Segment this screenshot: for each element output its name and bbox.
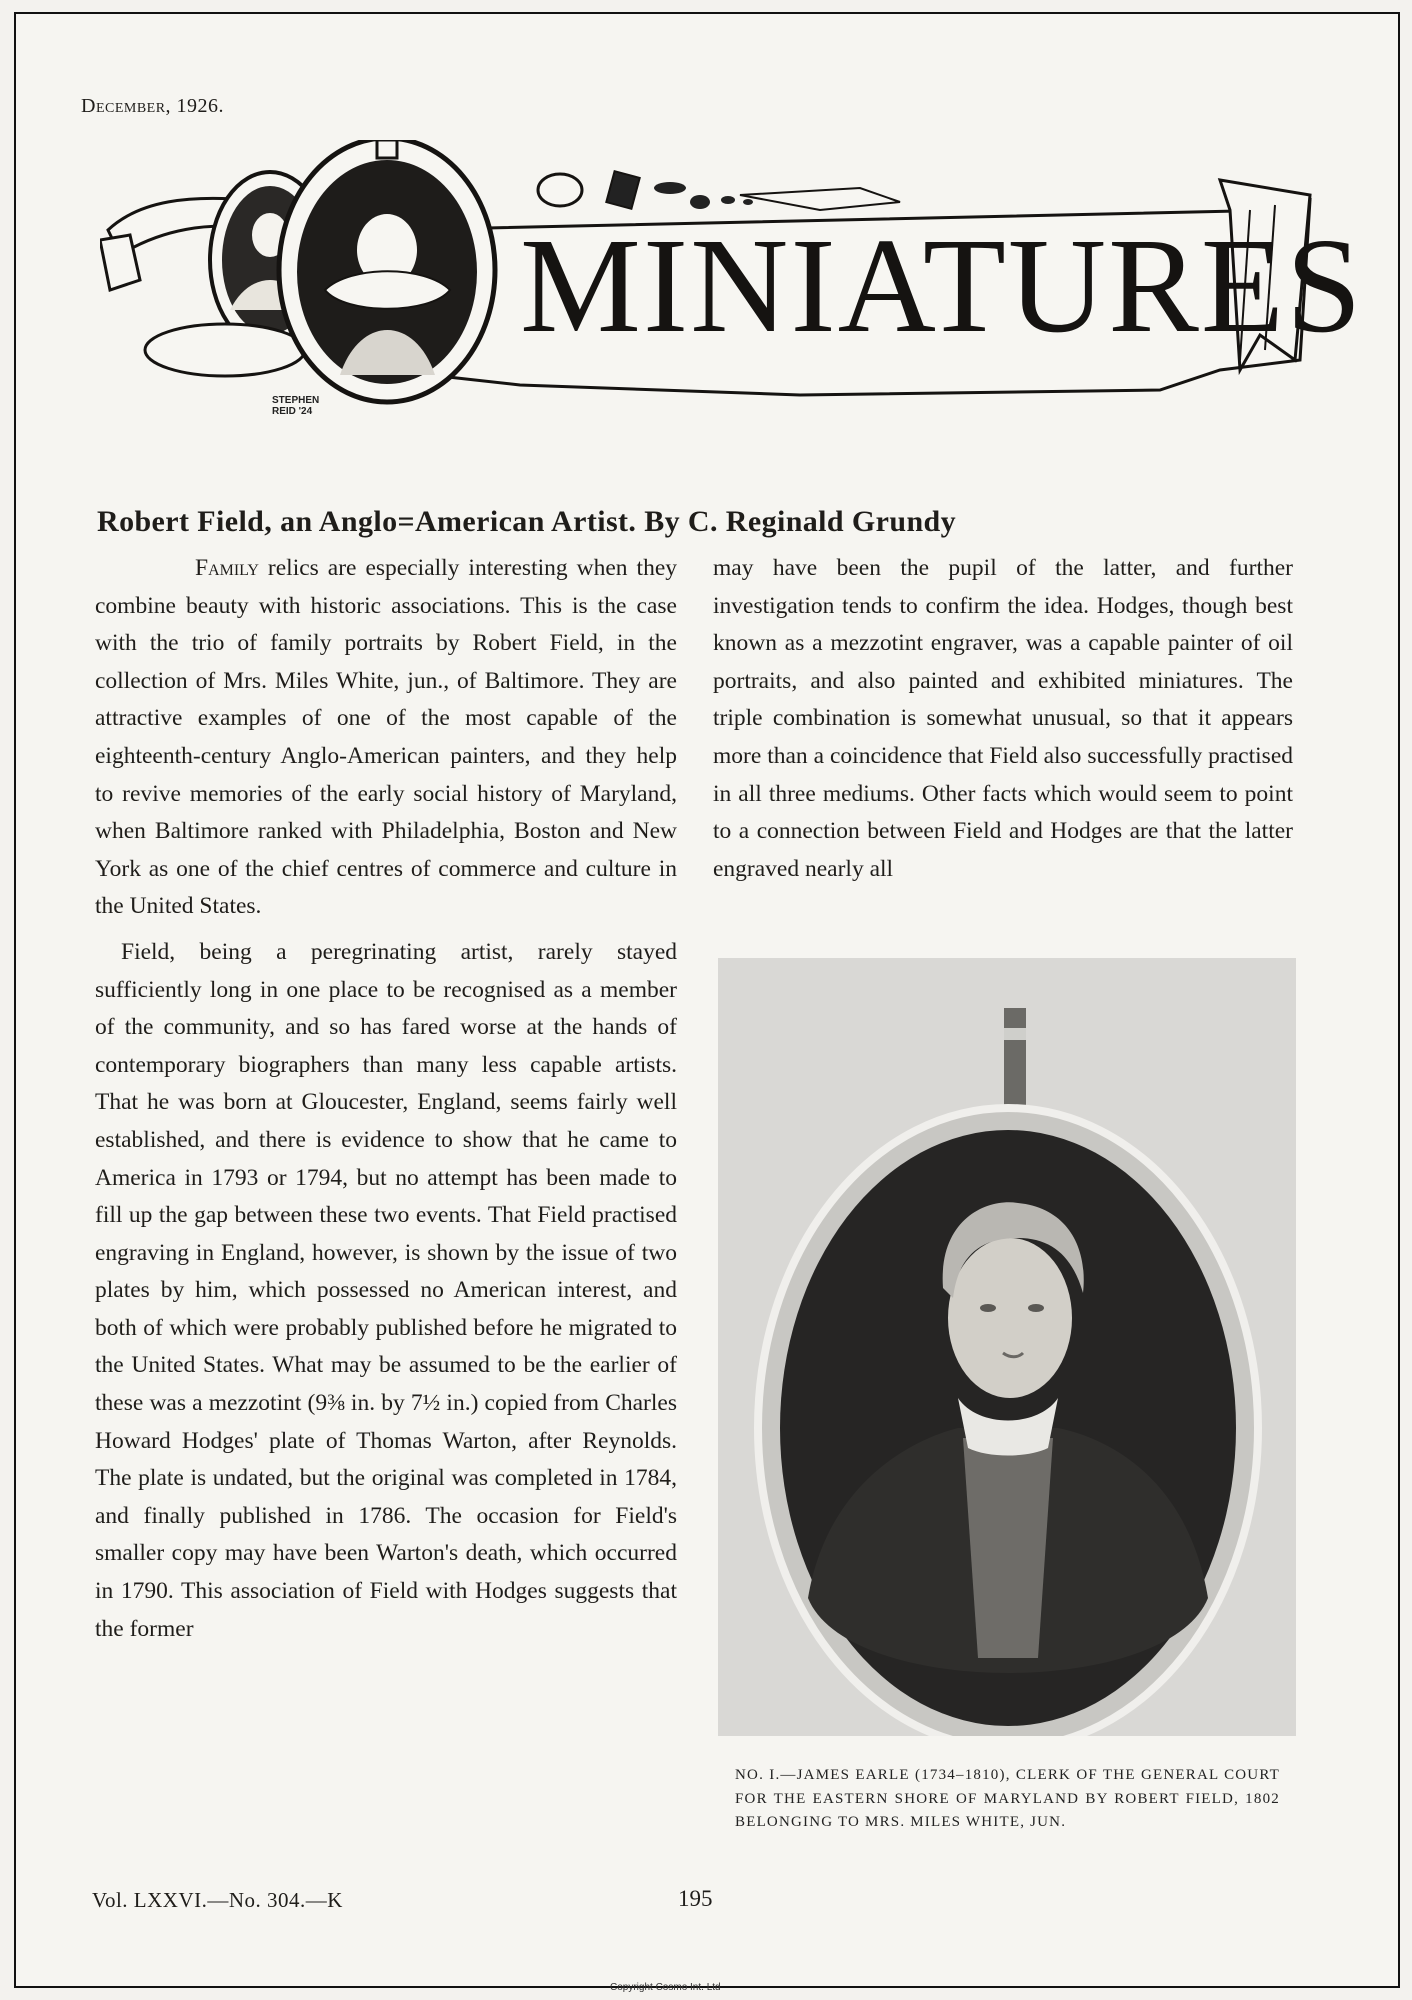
issue-date: December, 1926. (81, 95, 225, 117)
paragraph-2: Field, being a peregrinating artist, rarely stayed sufficiently long in one place to be recognised as a member of the community, and so has fared worse at the hands of contemporary biographers than many less capable artists. That he was born at Gloucester, England, seems fairly well established, and there is evidence to show that he came to America in 1793 or 1794, but no attempt has been made to fill up the gap between these two events. That Field practised engraving in England, however, is shown by the issue of two plates by him, which possessed no American interest, and both of which were probably published before he migrated to the United States. What may be assumed to be the earlier of these was a mezzotint (9⅜ in. by 7½ in.) copied from Charles Howard Hodges' plate of Thomas Warton, after Reynolds. The plate is undated, but the original was completed in 1784, and finally published in 1786. The occasion for Field's smaller copy may have been Warton's death, which occurred in 1790. This association of Field with Hodges suggests that the former (95, 938, 677, 1642)
miniatures-banner (100, 140, 1364, 440)
figure-caption: NO. I.—JAMES EARLE (1734–1810), CLERK OF THE GENERAL COURT FOR THE EASTERN SHORE OF MARYLAND BY ROBERT FIELD, 1802 BELONGING TO MRS. MILES WHITE, JUN. (735, 1767, 1280, 1830)
illustrator-signature: STEPHEN REID '24 (272, 395, 320, 417)
article-column-left (95, 550, 677, 1648)
page-number: 195 (678, 1886, 713, 1911)
paragraph-continued: may have been the pupil of the latter, and further investigation tends to confirm the idea. Hodges, though best known as a mezzotint engraver, was a capable painter of oil portraits, and also painted and exhibited miniatures. The triple combination is somewhat unusual, so that it appears more than a coincidence that Field also successfully practised in all three mediums. Other facts which would seem to point to a connection between Field and Hodges are that the latter engraved nearly all (713, 555, 1293, 882)
banner-title: MINIATURES (520, 211, 1364, 361)
article-column-right (713, 550, 1293, 888)
volume-info: Vol. LXXVI.—No. 304.—K (92, 1888, 343, 1912)
paragraph-1: Family relics are especially interesting when they combine beauty with historic associations. This is the case with the trio of family portraits by Robert Field, in the collection of Mrs. Miles White, jun., of Baltimore. They are attractive examples of one of the most capable of the eighteenth-century Anglo-American painters, and they help to revive memories of the early social history of Maryland, when Baltimore ranked with Philadelphia, Boston and New York as one of the chief centres of commerce and culture in the United States. (95, 555, 677, 920)
portrait-miniature-image (718, 958, 1296, 1736)
article-headline: Robert Field, an Anglo=American Artist. By C. Reginald Grundy (97, 505, 957, 538)
portrait-miniature-photo (718, 958, 1296, 1736)
copyright-notice: Copyright Cosmo Int. Ltd (610, 1982, 721, 1993)
